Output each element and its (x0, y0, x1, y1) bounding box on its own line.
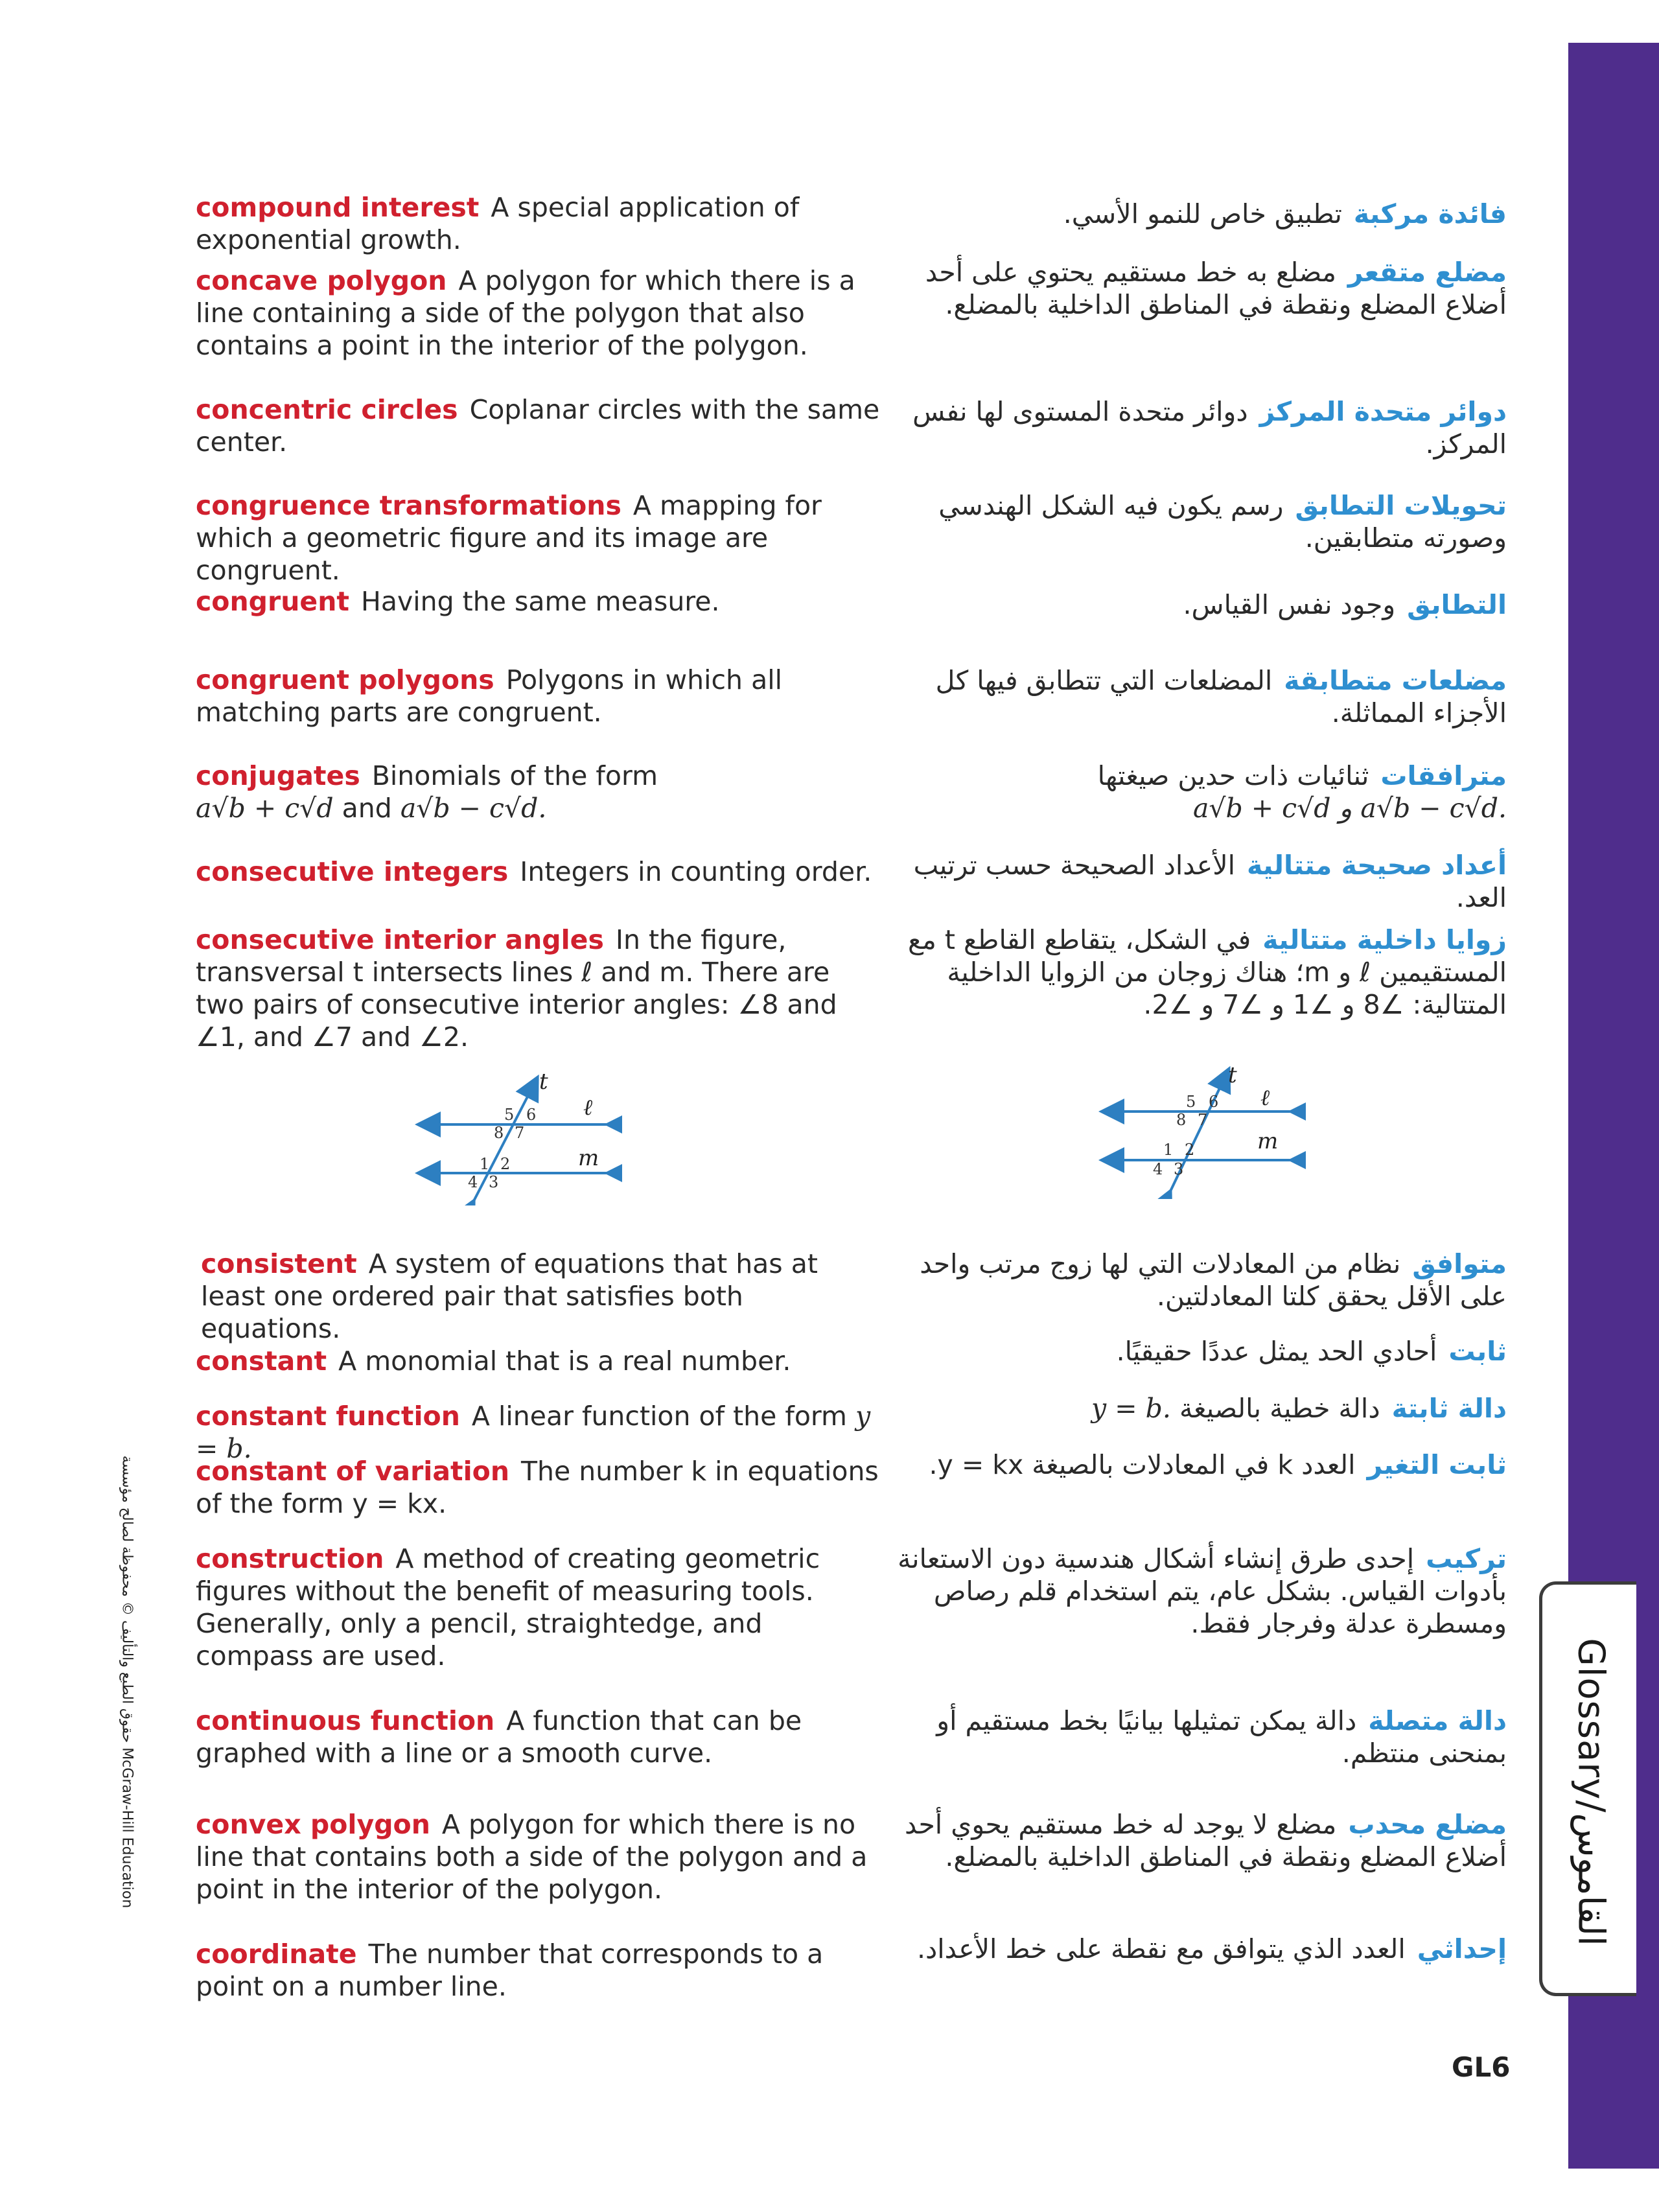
entry-compound-interest-en: compound interest A special application of exponential growth. (196, 192, 800, 255)
angle-7: 7 (515, 1124, 525, 1142)
angle-2: 2 (1185, 1141, 1195, 1159)
angle-4: 4 (468, 1173, 478, 1191)
angle-5: 5 (1186, 1093, 1196, 1111)
entry-construction-en: construction A method of creating geometric figures without the benefit of measuring tools. Generally, only a pencil, straightedge, and compass are used. (196, 1543, 820, 1671)
entry-conjugates-ar: مترافقاتثنائيات ذات حدين صيغتها a√b + c√d و a√b − c√d. (1097, 760, 1507, 824)
angle-5: 5 (504, 1106, 515, 1124)
angle-4: 4 (1153, 1160, 1163, 1178)
copyright-notice: حقوق الطبع والتأليف © محفوظة لصالح مؤسسة McGraw-Hill Education (119, 1455, 135, 1909)
entry-constant-function-en: constant function A linear function of the form y = b. (196, 1401, 871, 1464)
label-t: t (539, 1069, 548, 1095)
entry-constant-of-variation-ar: ثابت التغيرالعدد k في المعادلات بالصيغة y = kx. (929, 1449, 1507, 1480)
entry-convex-polygon-en: convex polygon A polygon for which there is no line that contains both a side of the polygon and a point in the interior of the polygon. (196, 1809, 868, 1905)
label-t: t (1228, 1063, 1237, 1088)
angle-3: 3 (489, 1173, 499, 1191)
angle-8: 8 (1176, 1111, 1187, 1129)
entry-continuous-function-en: continuous function A function that can be graphed with a line or a smooth curve. (196, 1705, 802, 1769)
entry-concentric-circles-ar: دوائر متحدة المركزدوائر متحدة المستوى لها نفس المركز. (912, 396, 1507, 460)
entry-consecutive-integers-ar: أعداد صحيحة متتاليةالأعداد الصحيحة حسب ترتيب العد. (913, 850, 1507, 913)
entry-constant-ar: ثابتأحادي الحد يمثل عددًا حقيقيًا. (1116, 1336, 1507, 1367)
angle-3: 3 (1174, 1160, 1184, 1178)
entry-consecutive-integers-en: consecutive integers Integers in counting order. (196, 856, 872, 887)
entry-continuous-function-ar: دالة متصلةدالة يمكن تمثيلها بيانيًا بخط مستقيم أو بمنحنى منتظم. (936, 1705, 1507, 1769)
entry-congruent-en: congruent Having the same measure. (196, 586, 720, 617)
transversal-figure-en (415, 1069, 622, 1205)
entry-conjugates-en: conjugates Binomials of the form a√b + c√d and a√b − c√d. (196, 760, 658, 824)
label-l: ℓ (583, 1095, 593, 1121)
entry-congruence-transformations-ar: تحويلات التطابقرسم يكون فيه الشكل الهندسي وصورته متطابقين. (938, 490, 1507, 553)
label-m: m (1257, 1128, 1279, 1154)
entry-concave-polygon-en: concave polygon A polygon for which there is a line containing a side of the polygon that also contains a point in the interior of the polygon. (196, 265, 855, 361)
angle-6: 6 (526, 1106, 537, 1124)
entry-convex-polygon-ar: مضلع محدبمضلع لا يوجد له خط مستقيم يحوي أحد أضلاع المضلع ونقطة في المناطق الداخلية بالمضلع. (904, 1809, 1507, 1872)
entry-constant-function-ar: دالة ثابتةدالة خطية بالصيغة y = b. (1091, 1393, 1507, 1424)
label-m: m (578, 1145, 599, 1171)
angle-2: 2 (500, 1155, 511, 1173)
entry-consistent-en: consistent A system of equations that has at least one ordered pair that satisfies both equations. (201, 1248, 818, 1344)
entry-concave-polygon-ar: مضلع متقعرمضلع به خط مستقيم يحتوي على أحد أضلاع المضلع ونقطة في المناطق الداخلية بالمضلع. (925, 257, 1507, 320)
entry-coordinate-ar: إحداثيالعدد الذي يتوافق مع نقطة على خط الأعداد. (917, 1933, 1507, 1964)
entry-congruent-polygons-ar: مضلعات متطابقةالمضلعات التي تتطابق فيها كل الأجزاء المماثلة. (935, 665, 1507, 728)
entry-consecutive-interior-angles-ar: زوايا داخلية متتاليةفي الشكل، يتقاطع القاطع t مع المستقيمين ℓ و m؛ هناك زوجان من الزوايا الداخلية المتتالية: ∠8 و ∠1 و ∠7 و ∠2. (908, 924, 1507, 1020)
entry-compound-interest-ar: فائدة مركبةتطبيق خاص للنمو الأسي. (1063, 198, 1507, 229)
angle-7: 7 (1198, 1111, 1208, 1129)
entry-consistent-ar: متوافقنظام من المعادلات التي لها زوج مرتب واحد على الأقل يحقق كلتا المعادلتين. (920, 1248, 1507, 1312)
entry-constant-en: constant A monomial that is a real number. (196, 1345, 791, 1377)
glossary-tab[interactable] (1539, 1581, 1636, 1996)
entry-congruent-ar: التطابقوجود نفس القياس. (1183, 589, 1507, 620)
label-l: ℓ (1260, 1085, 1270, 1111)
entry-congruent-polygons-en: congruent polygons Polygons in which all matching parts are congruent. (196, 664, 782, 728)
angle-8: 8 (494, 1124, 504, 1142)
entry-construction-ar: تركيبإحدى طرق إنشاء أشكال هندسية دون الاستعانة بأدوات القياس. بشكل عام، يتم استخدام قلم رصاص ومسطرة عدلة وفرجار فقط. (898, 1543, 1507, 1639)
entry-coordinate-en: coordinate The number that corresponds to a point on a number line. (196, 1938, 824, 2002)
line-t (473, 1079, 537, 1202)
entry-consecutive-interior-angles-en: consecutive interior angles In the figure, transversal t intersects lines ℓ and m. There are two pairs of consecutive interior angles: ∠8 and ∠1, and ∠7 and ∠2. (196, 924, 837, 1053)
transversal-figure-ar (1098, 1063, 1306, 1199)
entry-concentric-circles-en: concentric circles Coplanar circles with the same center. (196, 394, 880, 458)
angle-6: 6 (1209, 1093, 1219, 1111)
glossary-tab-label: Glossary/القاموس (1570, 1638, 1612, 1946)
page-number: GL6 (1452, 2051, 1511, 2083)
angle-1: 1 (480, 1155, 490, 1173)
entry-constant-of-variation-en: constant of variation The number k in equations of the form y = kx. (196, 1456, 879, 1519)
entry-congruence-transformations-en: congruence transformations A mapping for which a geometric figure and its image are congruent. (196, 490, 822, 586)
angle-1: 1 (1163, 1141, 1174, 1159)
